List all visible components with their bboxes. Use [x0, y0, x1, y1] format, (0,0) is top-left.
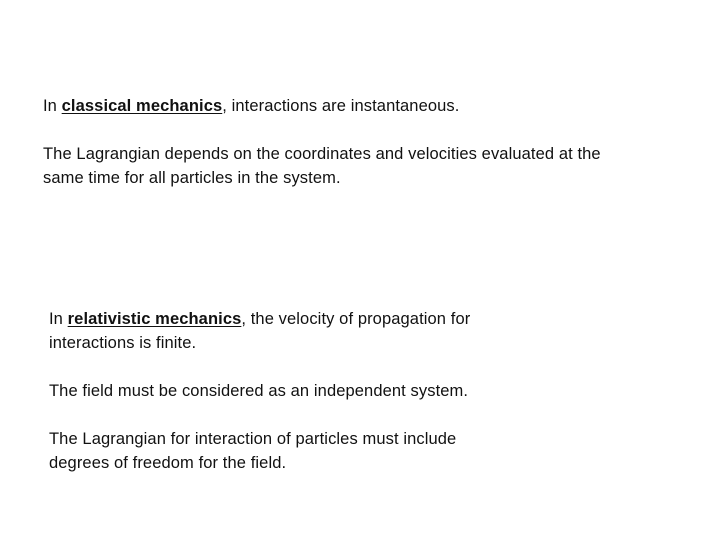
- relativistic-intro: [49, 307, 689, 331]
- relativistic-lagrangian-line-1: The Lagrangian for interaction of particles must include: [49, 430, 457, 448]
- relativistic-intro-prefix: In: [49, 310, 68, 328]
- relativistic-lagrangian-line-2: degrees of freedom for the field.: [49, 454, 287, 472]
- spacer: [49, 403, 689, 427]
- relativistic-field-statement: The field must be considered as an independent system.: [49, 382, 469, 400]
- classical-mechanics-block: [43, 94, 693, 190]
- relativistic-intro-line-2: interactions is finite.: [49, 334, 197, 352]
- spacer: [49, 355, 689, 379]
- classical-lagrangian-line-1: The Lagrangian depends on the coordinates and velocities evaluated at the: [43, 145, 601, 163]
- relativistic-mechanics-term: relativistic mechanics: [67, 310, 242, 328]
- relativistic-mechanics-block: [49, 307, 689, 475]
- spacer: [43, 118, 693, 142]
- classical-lagrangian-line-2: same time for all particles in the system.: [43, 169, 341, 187]
- classical-intro-suffix: , interactions are instantaneous.: [222, 97, 460, 115]
- relativistic-intro-suffix: , the velocity of propagation for: [241, 310, 471, 328]
- classical-intro-prefix: In: [43, 97, 62, 115]
- classical-mechanics-term: classical mechanics: [61, 97, 223, 115]
- classical-intro: [43, 94, 693, 118]
